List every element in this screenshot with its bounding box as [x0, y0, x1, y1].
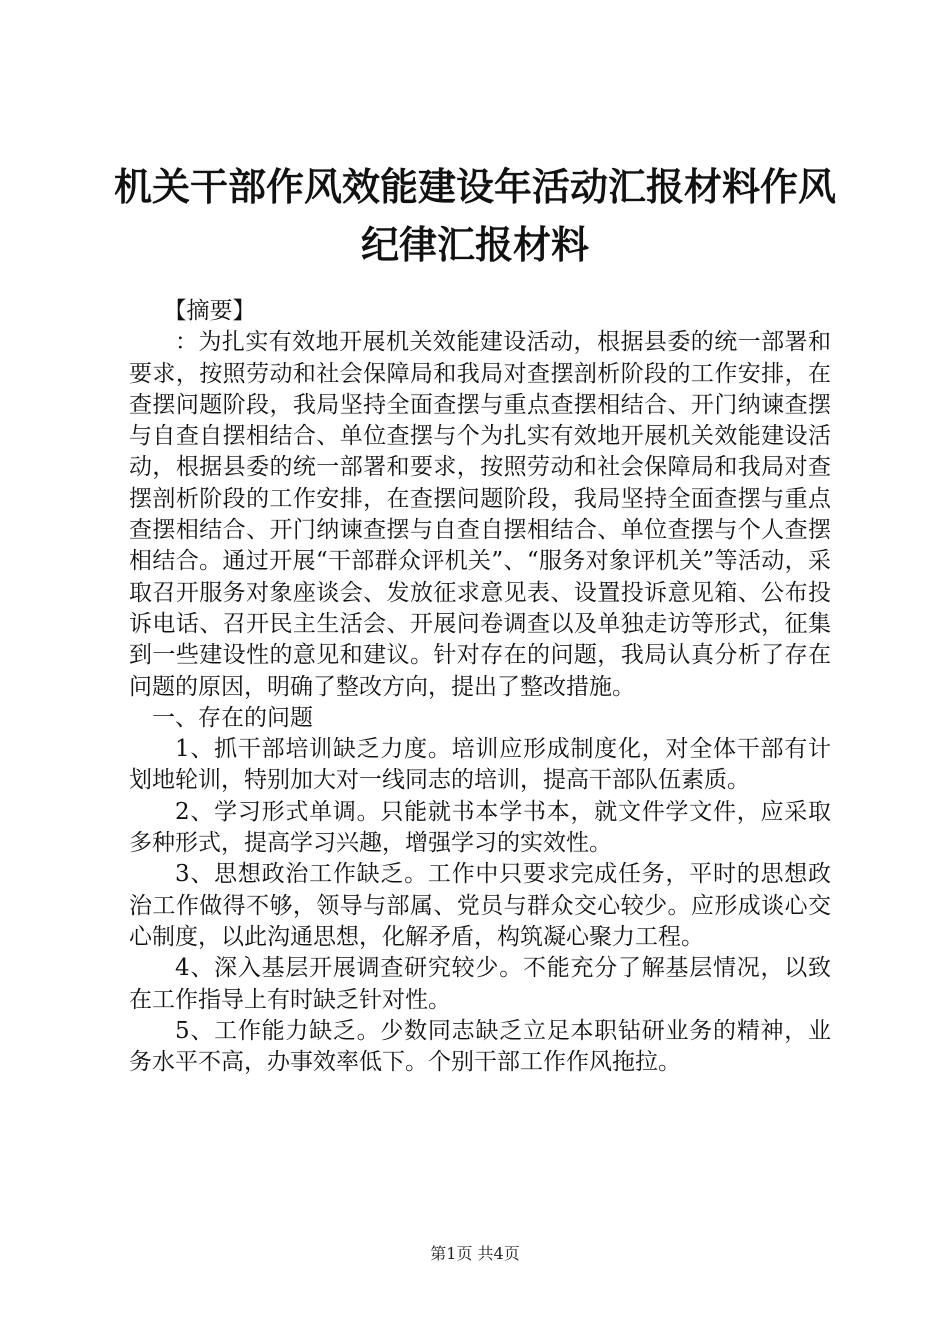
page-footer: 第1页 共4页	[430, 1244, 520, 1263]
document-body	[129, 296, 831, 1078]
problem-item-1: 1、抓干部培训缺乏力度。培训应形成制度化，对全体干部有计划地轮训，特别加大对一线同志的培训，提高干部队伍素质。	[129, 736, 831, 794]
problem-item-3: 3、思想政治工作缺乏。工作中只要求完成任务，平时的思想政治工作做得不够，领导与部属、党员与群众交心较少。应形成谈心交心制度，以此沟通思想，化解矛盾，构筑凝心聚力工程。	[129, 861, 831, 950]
section-heading: 一、存在的问题	[152, 704, 313, 731]
document-title: 机关干部作风效能建设年活动汇报材料作风纪律汇报材料	[113, 164, 836, 267]
abstract-text: ：为扎实有效地开展机关效能建设活动，根据县委的统一部署和要求，按照劳动和社会保障局和我局对查摆剖析阶段的工作安排，在查摆问题阶段，我局坚持全面查摆与重点查摆相结合、开门纳谏查摆与自查自摆相结合、单位查摆与个为扎实有效地开展机关效能建设活动，根据县委的统一部署和要求，按照劳动和社会保障局和我局对查摆剖析阶段的工作安排，在查摆问题阶段，我局坚持全面查摆与重点查摆相结合、开门纳谏查摆与自查自摆相结合、单位查摆与个人查摆相结合。通过开展“干部群众评机关”、“服务对象评机关”等活动，采取召开服务对象座谈会、发放征求意见表、设置投诉意见箱、公布投诉电话、召开民主生活会、开展问卷调查以及单独走访等形式，征集到一些建设性的意见和建议。针对存在的问题，我局认真分析了存在问题的原因，明确了整改方向，提出了整改措施。	[129, 329, 831, 700]
problem-item-2: 2、学习形式单调。只能就书本学书本，就文件学文件，应采取多种形式，提高学习兴趣，增强学习的实效性。	[129, 798, 831, 857]
abstract-label: 【摘要】	[163, 298, 256, 324]
problem-item-5: 5、工作能力缺乏。少数同志缺乏立足本职钻研业务的精神，业务水平不高，办事效率低下。个别干部工作作风拖拉。	[129, 1017, 831, 1076]
problem-item-4: 4、深入基层开展调查研究较少。不能充分了解基层情况，以致在工作指导上有时缺乏针对性。	[129, 955, 831, 1013]
